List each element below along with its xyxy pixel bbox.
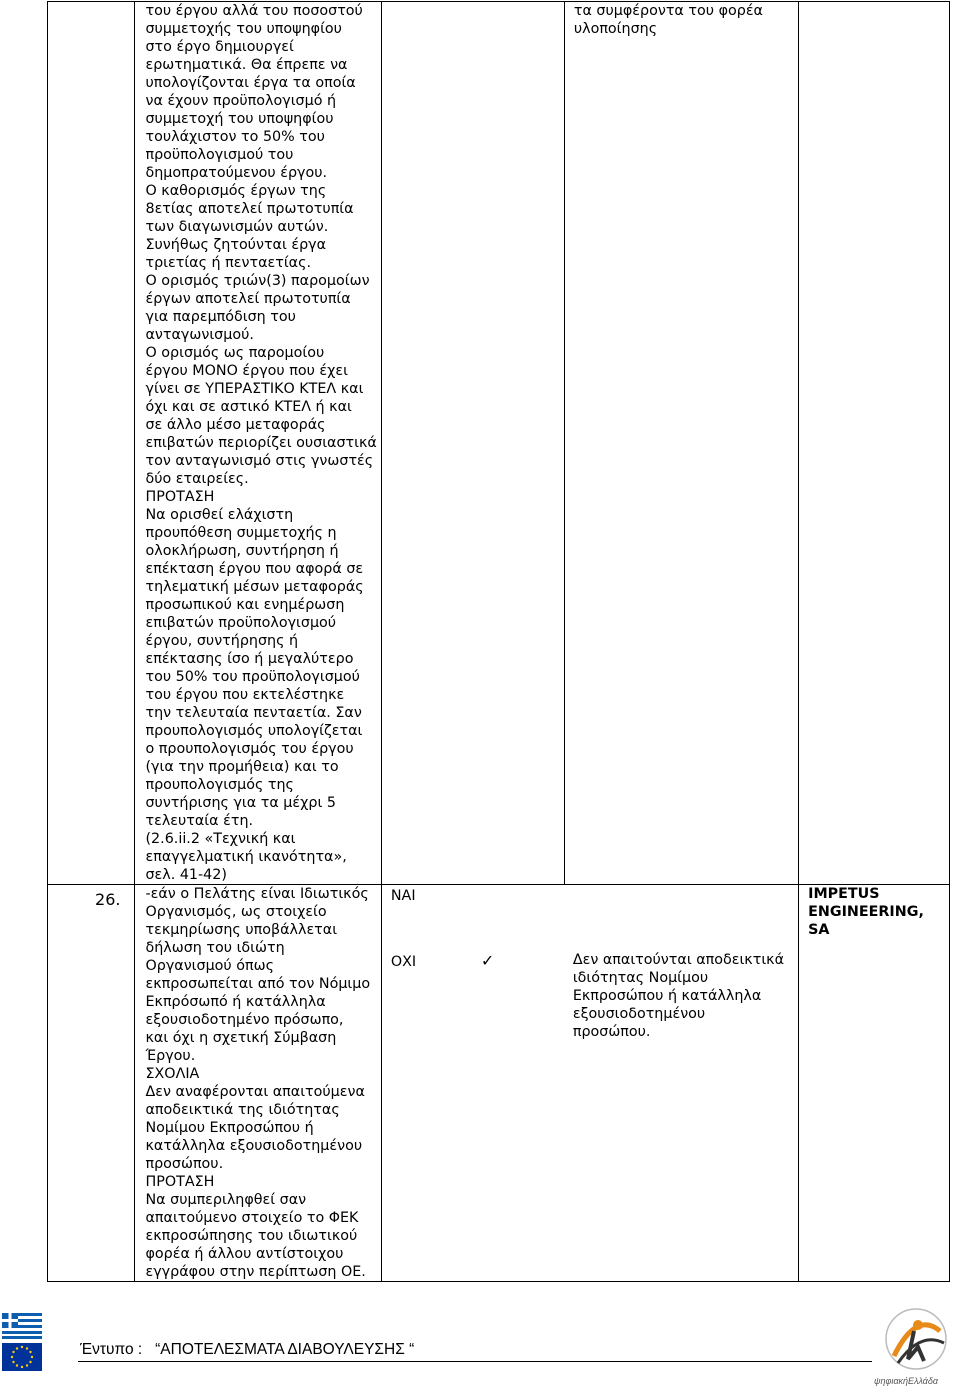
eu-flag-icon [2, 1343, 42, 1371]
digital-greece-logo-icon [874, 1301, 958, 1387]
description-cell [135, 885, 381, 1282]
greek-flag-icon [2, 1313, 42, 1339]
table-row [48, 2, 950, 885]
footer-divider [78, 1361, 872, 1362]
yes-label: ΝΑΙ [390, 888, 416, 904]
answer-no-row [382, 951, 798, 1041]
form-title: “ΑΠΟΤΕΛΕΣΜΑΤΑ ΔΙΑΒΟΥΛΕΥΣΗΣ “ [155, 1341, 415, 1358]
description-cell [135, 2, 381, 885]
comment-text: τα συμφέροντα του φορέα υλοποίησης [573, 3, 763, 37]
row-number: 26. [95, 890, 121, 909]
footer-form-title [80, 1341, 414, 1359]
form-label: Έντυπο : [80, 1341, 143, 1358]
answer-table [382, 885, 798, 1041]
flags-logo [2, 1313, 42, 1371]
description-text: -εάν ο Πελάτης είναι Ιδιωτικός Οργανισμός, ως στοιχείο τεκμηρίωσης υποβάλλεται δήλωση του ιδιώτη Οργανισμού όπως εκπροσωπείται από τον Νόμιμο Εκπρόσωπό ή κατάλληλα εξουσιοδοτημένο πρόσωπο, και όχι η σχετική Σύμβαση Έργου. ΣΧΟΛΙΑ Δεν αναφέρονται απαιτούμενα αποδεικτικά της ιδιότητας Νομίμου Εκπροσώπου ή κατάλληλα εξουσιοδοτημένου προσώπου. ΠΡΟΤΑΣΗ Να συμπεριληφθεί σαν απαιτούμενο στοιχείο το ΦΕΚ εκπροσώπησης του ιδιωτικού φορέα ή άλλου αντίστοιχου εγγράφου στην περίπτωση ΟΕ. [145, 886, 371, 1280]
description-text: του έργου αλλά του ποσοστού συμμετοχής του υποψηφίου στο έργο δημιουργεί ερωτηματικά. Θα έπρεπε να υπολογίζονται έργα τα οποία να έχουν προϋπολογισμό ή συμμετοχή του υποψηφίου τουλάχιστον το 50% του προϋπολογισμού του δημοπρατούμενου έργου. Ο καθορισμός έργων της 8ετίας αποτελεί πρωτοτυπία των διαγωνισμών αυτών. Συνήθως ζητούνται έργα τριετίας ή πενταετίας. Ο ορισμός τριών(3) παρομοίων έργων αποτελεί πρωτοτυπία για παρεμπόδιση του ανταγωνισμού. Ο ορισμός ως παρομοίου έργου ΜΟΝΟ έργου που έχει γίνει σε ΥΠΕΡΑΣΤΙΚΟ ΚΤΕΛ και όχι και σε αστικό ΚΤΕΛ ή και σε άλλο μέσο μεταφοράς επιβατών περιορίζει ουσιαστικά τον ανταγωνισμό στις γνωστές δύο εταιρείες. ΠΡΟΤΑΣΗ Να ορισθεί ελάχιστη προυπόθεση συμμετοχής η ολοκλήρωση, συντήρηση ή επέκταση έργου που αφορά σε τηλεματική μέσων μεταφοράς προσωπικού και ενημέρωση επιβατών προϋπολογισμού έργου, συντήρησης ή επέκτασης ίσο ή μεγαλύτερο του 50% του προϋπολογισμού του έργου που εκτελέστηκε την τελευταία πενταετία. Σαν προυπολογισμός υπολογίζεται ο προυπολογισμός του έργου (για την προμήθεια) και το προυπολογισμός της συντήρισης για τα μέχρι 5 τελευταία έτη. (2.6.ii.2 «Τεχνική και επαγγελματική ικανότητα», σελ. 41-42) [145, 3, 377, 883]
row-number-cell [48, 2, 135, 885]
comment-text: Δεν απαιτούνται αποδεικτικά ιδιότητας Νομίμου Εκπροσώπου ή κατάλληλα εξουσιοδοτημένου προσώπου. [572, 952, 785, 1040]
organization-cell [799, 885, 950, 1282]
organization-name: IMPETUS ENGINEERING, SA [808, 886, 924, 938]
logo-caption: ψηφιακήΕλλάδα [874, 1376, 939, 1386]
no-label: ΟΧΙ [390, 954, 417, 970]
checkmark-icon: ✓ [480, 951, 495, 970]
consultation-table [47, 1, 950, 1282]
answer-yes-row [382, 885, 798, 951]
row-number-cell [48, 885, 135, 1282]
table-row [48, 885, 950, 1282]
organization-cell [799, 2, 950, 885]
answer-cell [381, 2, 564, 885]
answer-comment-cell [381, 885, 798, 1282]
comment-cell [564, 2, 798, 885]
